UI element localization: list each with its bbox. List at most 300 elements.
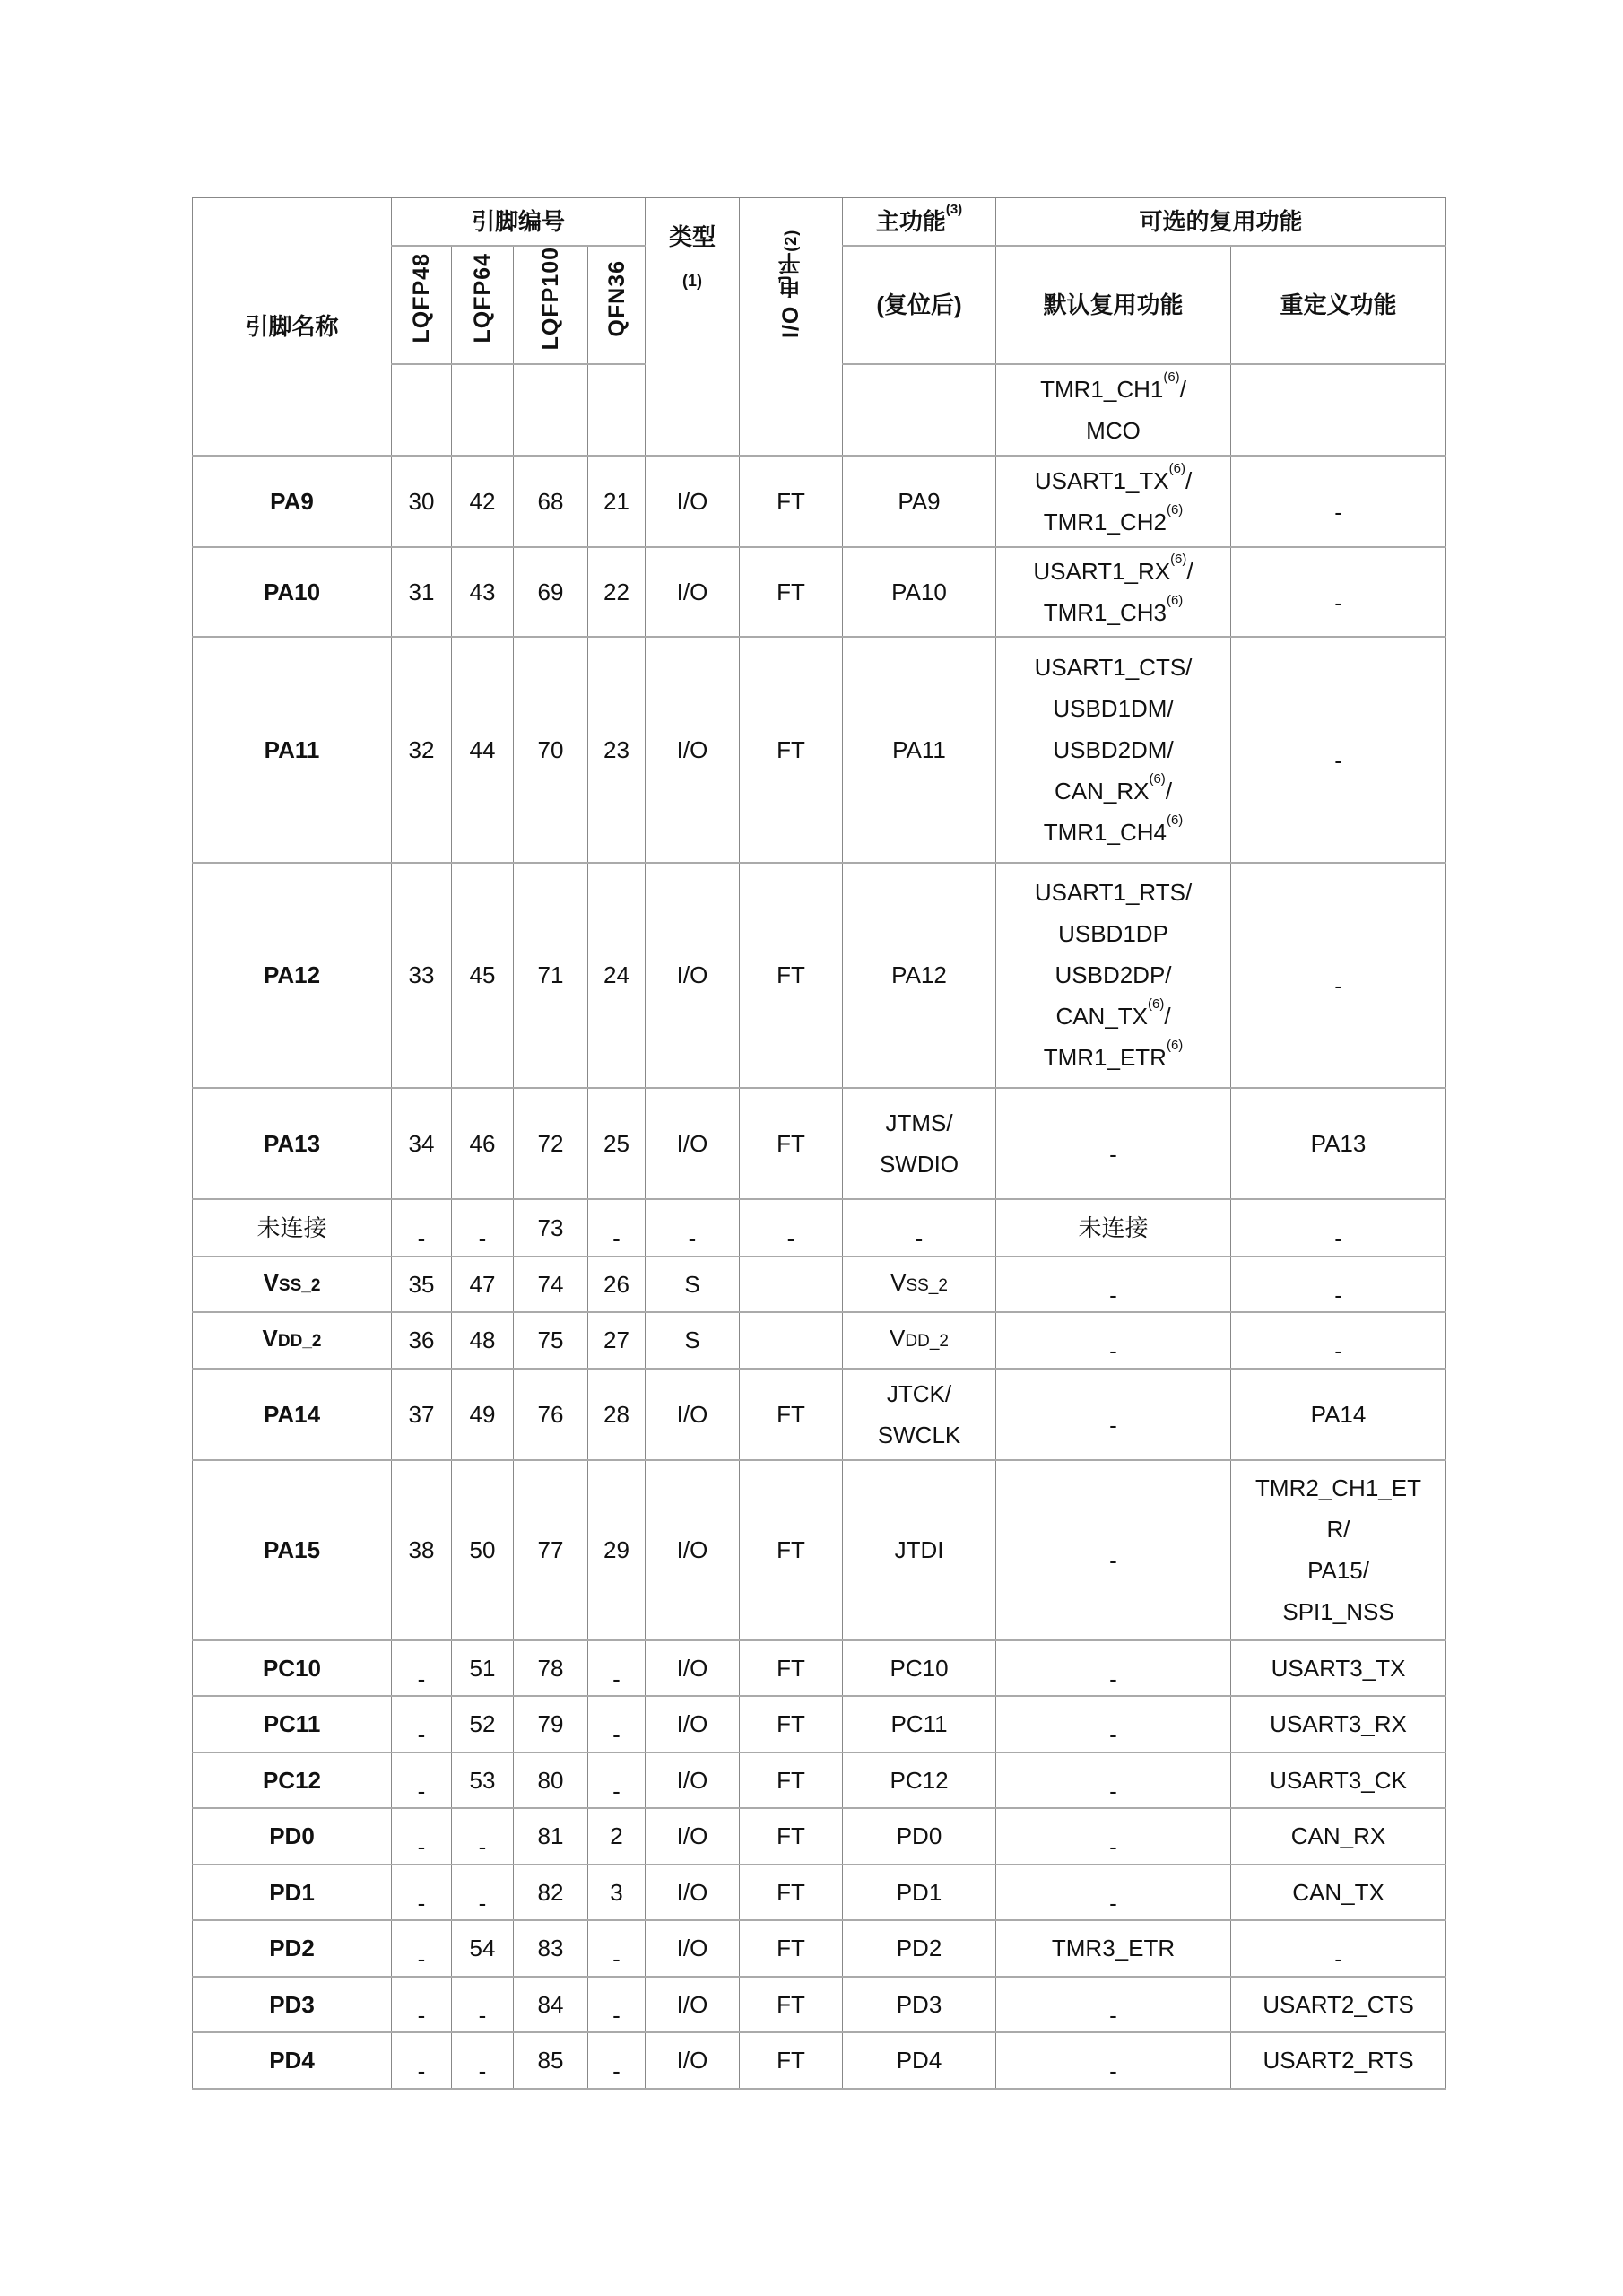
pin-name [193, 1312, 392, 1369]
pin-type [646, 1808, 740, 1865]
main-function-sub: DD_2 [905, 1332, 949, 1351]
value: FT [777, 1990, 805, 2018]
value: 80 [537, 1766, 564, 1794]
pin-number-lqfp64 [452, 456, 514, 547]
pin-number-lqfp48 [392, 1920, 452, 1977]
header-pin-number: 引脚编号 [392, 198, 646, 246]
pin-number-lqfp64 [452, 1088, 514, 1199]
value: S [684, 1270, 700, 1298]
pin-name [193, 637, 392, 863]
line: - [1109, 1337, 1117, 1364]
value: FT [777, 1654, 805, 1682]
value: 46 [469, 1129, 496, 1157]
line: USART3_TX [1271, 1654, 1406, 1682]
pin-type [646, 547, 740, 637]
pin-name [193, 1752, 392, 1808]
value: 24 [603, 961, 629, 988]
value: I/O [676, 735, 708, 763]
value: I/O [676, 1878, 708, 1906]
value: - [478, 1224, 487, 1252]
default-alt-function [996, 1696, 1231, 1752]
value: 77 [537, 1536, 564, 1563]
main-function [843, 456, 996, 547]
line: PA10 [891, 578, 947, 605]
table-row [193, 1640, 1446, 1696]
remap-function [1231, 1640, 1446, 1696]
pin-number-lqfp64 [452, 1977, 514, 2032]
remap-function [1231, 1088, 1446, 1199]
pin-number-lqfp64 [452, 1257, 514, 1312]
main-function [843, 1808, 996, 1865]
line: - [1334, 1224, 1342, 1252]
line: - [1109, 1889, 1117, 1917]
pin-number-lqfp64 [452, 1865, 514, 1920]
main-function [843, 863, 996, 1088]
default-alt-function [996, 1312, 1231, 1369]
pin-number-qfn36 [588, 1640, 646, 1696]
main-function [843, 2032, 996, 2089]
value: 33 [408, 961, 435, 988]
remap-function [1231, 637, 1446, 863]
table-row [193, 1752, 1446, 1808]
line: V [890, 1268, 907, 1296]
remap-function [1231, 1808, 1446, 1865]
pin-number-lqfp100 [514, 1696, 588, 1752]
pin-name [193, 1088, 392, 1199]
value: 83 [537, 1935, 564, 1961]
pin-number-lqfp64 [452, 1369, 514, 1460]
pin-number-qfn36 [588, 1369, 646, 1460]
value: 28 [603, 1400, 629, 1428]
footnote-ref: (6) [1166, 1038, 1184, 1053]
cell [452, 364, 514, 456]
header-type-label: 类型 [669, 223, 716, 250]
footnote-ref: (6) [1163, 369, 1180, 385]
cell [514, 364, 588, 456]
line: - [1334, 972, 1342, 999]
default-alt-function [996, 1199, 1231, 1257]
pin-number-qfn36 [588, 1312, 646, 1369]
default-alt-function [996, 1369, 1231, 1460]
cell [1231, 364, 1446, 456]
io-level [740, 1752, 843, 1808]
io-level [740, 1257, 843, 1312]
pin-number-lqfp48 [392, 637, 452, 863]
line: PC12 [890, 1766, 949, 1794]
value: 68 [537, 487, 564, 515]
footnote-ref: (6) [1168, 460, 1185, 476]
main-function [843, 547, 996, 637]
value: - [478, 2057, 487, 2084]
main-function [843, 1920, 996, 1977]
value: - [417, 1721, 426, 1748]
line: - [1109, 1721, 1117, 1748]
main-function [843, 1199, 996, 1257]
remap-function [1231, 2032, 1446, 2089]
pin-number-lqfp48 [392, 1640, 452, 1696]
default-alt-function [996, 1088, 1231, 1199]
default-alt-function [996, 547, 1231, 637]
value: 32 [408, 735, 435, 763]
line: SPI1_NSS [1282, 1598, 1394, 1625]
line: SWCLK [877, 1421, 961, 1448]
pin-type [646, 1977, 740, 2032]
pin-name-text: PA13 [263, 1129, 321, 1157]
pin-name-text: PD1 [269, 1878, 315, 1906]
value: 27 [603, 1326, 629, 1353]
line: PA14 [1310, 1400, 1367, 1428]
pin-name [193, 1865, 392, 1920]
value: 78 [537, 1654, 564, 1682]
pin-name [193, 456, 392, 547]
pin-name [193, 1257, 392, 1312]
pin-number-lqfp64 [452, 1199, 514, 1257]
header-remap: 重定义功能 [1231, 246, 1446, 364]
pin-number-lqfp48 [392, 1088, 452, 1199]
value: 47 [469, 1270, 496, 1298]
pin-name-text: PA14 [263, 1400, 321, 1428]
io-level [740, 1460, 843, 1640]
io-level [740, 1369, 843, 1460]
line: V [890, 1325, 906, 1352]
footnote-ref: (6) [1149, 770, 1166, 787]
default-alt-function [996, 1460, 1231, 1640]
pin-type [646, 1369, 740, 1460]
pin-name-text: PC10 [262, 1654, 322, 1682]
pin-number-qfn36 [588, 637, 646, 863]
main-function [843, 1460, 996, 1640]
footnote-ref: (6) [1166, 501, 1184, 517]
pin-number-lqfp100 [514, 1257, 588, 1312]
value: - [612, 2057, 621, 2084]
pin-number-lqfp64 [452, 2032, 514, 2089]
pin-number-lqfp100 [514, 1920, 588, 1977]
value: - [417, 1889, 426, 1917]
line: USBD1DP [1058, 920, 1168, 947]
line: TMR2_CH1_ET [1255, 1474, 1421, 1501]
value: - [612, 2001, 621, 2029]
pin-number-qfn36 [588, 1257, 646, 1312]
line: JTMS/ [885, 1109, 953, 1136]
line: - [1109, 1411, 1117, 1439]
pin-number-lqfp64 [452, 1312, 514, 1369]
line: - [1334, 1337, 1342, 1364]
main-function [843, 1088, 996, 1199]
main-function [843, 637, 996, 863]
pin-number-qfn36 [588, 1865, 646, 1920]
header-package-lqfp64: LQFP64 [452, 246, 514, 364]
value: S [684, 1326, 700, 1353]
footnote-ref: (6) [1170, 551, 1187, 567]
value: 72 [537, 1129, 564, 1157]
value: 51 [469, 1654, 496, 1682]
value: - [417, 2001, 426, 2029]
value: FT [777, 1878, 805, 1906]
cell [588, 364, 646, 456]
line: PA13 [1310, 1129, 1367, 1157]
value: 3 [610, 1878, 623, 1906]
value: 74 [537, 1270, 564, 1298]
pin-type [646, 1752, 740, 1808]
value: I/O [676, 1766, 708, 1794]
pin-type [646, 1696, 740, 1752]
value: FT [777, 1935, 805, 1961]
continued-default-alt [996, 364, 1231, 456]
pin-number-qfn36 [588, 1977, 646, 2032]
value: 22 [603, 578, 629, 605]
pin-number-lqfp100 [514, 1752, 588, 1808]
value: I/O [676, 1536, 708, 1563]
io-level [740, 1640, 843, 1696]
pin-name [193, 1808, 392, 1865]
table-row [193, 1199, 1446, 1257]
io-level [740, 1696, 843, 1752]
line-suffix: / [1185, 466, 1193, 494]
header-main-function-note: (3) [945, 201, 963, 217]
header-default-alt: 默认复用功能 [996, 246, 1231, 364]
table-row [193, 1808, 1446, 1865]
value: 44 [469, 735, 496, 763]
pin-number-lqfp64 [452, 1460, 514, 1640]
pin-number-lqfp48 [392, 2032, 452, 2089]
header-io-level-note: (2) [782, 229, 801, 252]
default-alt-function [996, 1257, 1231, 1312]
line: USART1_RTS/ [1034, 879, 1193, 906]
pin-name-text: PA10 [263, 578, 321, 605]
pin-name-text: PD4 [269, 2047, 315, 2074]
value: FT [777, 578, 805, 605]
pin-number-lqfp48 [392, 1752, 452, 1808]
header-main-function [843, 198, 996, 246]
pin-name [193, 1696, 392, 1752]
line: JTDI [894, 1536, 944, 1563]
remap-function [1231, 1199, 1446, 1257]
pin-number-lqfp48 [392, 863, 452, 1088]
table-row [193, 456, 1446, 547]
line: - [1109, 1833, 1117, 1860]
table-row [193, 1088, 1446, 1199]
value: 30 [408, 487, 435, 515]
table-row [193, 2032, 1446, 2089]
footnote-ref: (6) [1166, 592, 1184, 608]
pin-name-text: PC11 [263, 1710, 321, 1737]
remap-function [1231, 1460, 1446, 1640]
value: FT [777, 1822, 805, 1849]
pin-name-text: PA12 [263, 961, 321, 988]
io-level [740, 456, 843, 547]
pin-name [193, 1920, 392, 1977]
value: - [417, 1945, 426, 1972]
default-alt-function [996, 637, 1231, 863]
pin-number-lqfp48 [392, 456, 452, 547]
value: I/O [676, 578, 708, 605]
line: PD1 [896, 1878, 942, 1906]
pin-number-lqfp48 [392, 1199, 452, 1257]
value: 43 [469, 578, 496, 605]
pin-name [193, 1640, 392, 1696]
io-level [740, 1865, 843, 1920]
io-level [740, 1312, 843, 1369]
value: 45 [469, 961, 496, 988]
value: I/O [676, 1935, 708, 1961]
header-package-lqfp48: LQFP48 [392, 246, 452, 364]
pin-name [193, 547, 392, 637]
header-type [646, 198, 740, 456]
value: FT [777, 487, 805, 515]
pin-type [646, 1257, 740, 1312]
pin-name [193, 863, 392, 1088]
line: - [1109, 2057, 1117, 2084]
pin-number-lqfp64 [452, 637, 514, 863]
pin-type [646, 863, 740, 1088]
pin-number-lqfp100 [514, 637, 588, 863]
table-row [193, 1696, 1446, 1752]
table-row [193, 1977, 1446, 2032]
pin-number-lqfp100 [514, 863, 588, 1088]
value: I/O [676, 2047, 708, 2074]
pin-name-text: PC12 [262, 1766, 322, 1794]
cell [392, 364, 452, 456]
value: 48 [469, 1326, 496, 1353]
value: I/O [676, 1400, 708, 1428]
io-level [740, 1920, 843, 1977]
cell [843, 364, 996, 456]
value: FT [777, 1766, 805, 1794]
pin-number-qfn36 [588, 547, 646, 637]
pin-type [646, 1865, 740, 1920]
default-alt-function [996, 2032, 1231, 2089]
pin-type [646, 1199, 740, 1257]
value: 35 [408, 1270, 435, 1298]
header-package-lqfp100: LQFP100 [514, 246, 588, 364]
line: R/ [1326, 1516, 1350, 1543]
default-alt-function [996, 1808, 1231, 1865]
value: - [612, 1777, 621, 1805]
value: I/O [676, 1990, 708, 2018]
value: 23 [603, 735, 629, 763]
remap-function [1231, 1257, 1446, 1312]
table-row [193, 1865, 1446, 1920]
line: TMR1_ETR [1043, 1044, 1167, 1071]
pin-name-text: PD3 [269, 1990, 315, 2018]
header-io-level-label: I/O 电平 [778, 251, 804, 338]
main-function [843, 1640, 996, 1696]
line-suffix: / [1179, 375, 1186, 403]
default-alt-function [996, 1752, 1231, 1808]
pin-type [646, 1312, 740, 1369]
default-alt-function [996, 1920, 1231, 1977]
pin-number-lqfp64 [452, 1752, 514, 1808]
value: 85 [537, 2047, 564, 2074]
value: I/O [676, 487, 708, 515]
main-function [843, 1696, 996, 1752]
table-row [193, 1460, 1446, 1640]
table-row [193, 1369, 1446, 1460]
value: 52 [469, 1710, 496, 1737]
value: 53 [469, 1766, 496, 1794]
remap-function [1231, 1752, 1446, 1808]
pin-name [193, 1369, 392, 1460]
value: 79 [537, 1710, 564, 1737]
value: 25 [603, 1129, 629, 1157]
remap-function [1231, 1977, 1446, 2032]
value: FT [777, 1536, 805, 1563]
line: USBD2DP/ [1055, 961, 1172, 988]
pin-number-lqfp48 [392, 1257, 452, 1312]
remap-function [1231, 863, 1446, 1088]
default-alt-function [996, 1865, 1231, 1920]
value: 71 [537, 961, 564, 988]
table-row [193, 1257, 1446, 1312]
line: - [1109, 1665, 1117, 1692]
pin-type [646, 1460, 740, 1640]
default-alt-function [996, 863, 1231, 1088]
line: CAN_RX [1054, 777, 1150, 804]
value: 26 [603, 1270, 629, 1298]
line: - [915, 1224, 924, 1252]
pin-number-lqfp100 [514, 1977, 588, 2032]
value: 70 [537, 735, 564, 763]
pin-number-lqfp64 [452, 1808, 514, 1865]
main-function [843, 1369, 996, 1460]
pin-number-lqfp64 [452, 1920, 514, 1977]
pin-type [646, 1640, 740, 1696]
value: I/O [676, 1710, 708, 1737]
value: - [786, 1224, 795, 1252]
pin-number-lqfp100 [514, 1312, 588, 1369]
header-type-note: (1) [682, 272, 703, 290]
line: PA9 [898, 487, 941, 515]
pin-type [646, 1920, 740, 1977]
line: - [1334, 746, 1342, 774]
line: PD2 [896, 1935, 942, 1961]
value: 50 [469, 1536, 496, 1563]
pin-number-qfn36 [588, 1920, 646, 1977]
value: 36 [408, 1326, 435, 1353]
line: - [1109, 2001, 1117, 2029]
value: FT [777, 1129, 805, 1157]
value: 69 [537, 578, 564, 605]
pin-number-lqfp64 [452, 1640, 514, 1696]
pin-number-qfn36 [588, 1460, 646, 1640]
line: PD3 [896, 1990, 942, 2018]
table-row [193, 1312, 1446, 1369]
pin-number-lqfp48 [392, 1977, 452, 2032]
value: - [417, 1777, 426, 1805]
pin-name-text: 未连接 [256, 1213, 327, 1241]
line: TMR1_CH2 [1043, 508, 1167, 535]
pin-name-text: PA11 [264, 735, 320, 763]
line: - [1334, 588, 1342, 616]
pin-number-lqfp100 [514, 547, 588, 637]
default-alt-function [996, 456, 1231, 547]
default-alt-function [996, 1640, 1231, 1696]
value: 31 [408, 578, 435, 605]
pin-type [646, 1088, 740, 1199]
line: PD0 [896, 1822, 942, 1849]
pin-name [193, 2032, 392, 2089]
value: 75 [537, 1326, 564, 1353]
value: 49 [469, 1400, 496, 1428]
line-suffix: / [1165, 777, 1173, 804]
line: CAN_RX [1290, 1822, 1386, 1849]
value: I/O [676, 1654, 708, 1682]
line: CAN_TX [1055, 1003, 1149, 1030]
pin-number-qfn36 [588, 1752, 646, 1808]
io-level [740, 1808, 843, 1865]
line: USART3_RX [1270, 1710, 1407, 1737]
default-alt-function [996, 1977, 1231, 2032]
